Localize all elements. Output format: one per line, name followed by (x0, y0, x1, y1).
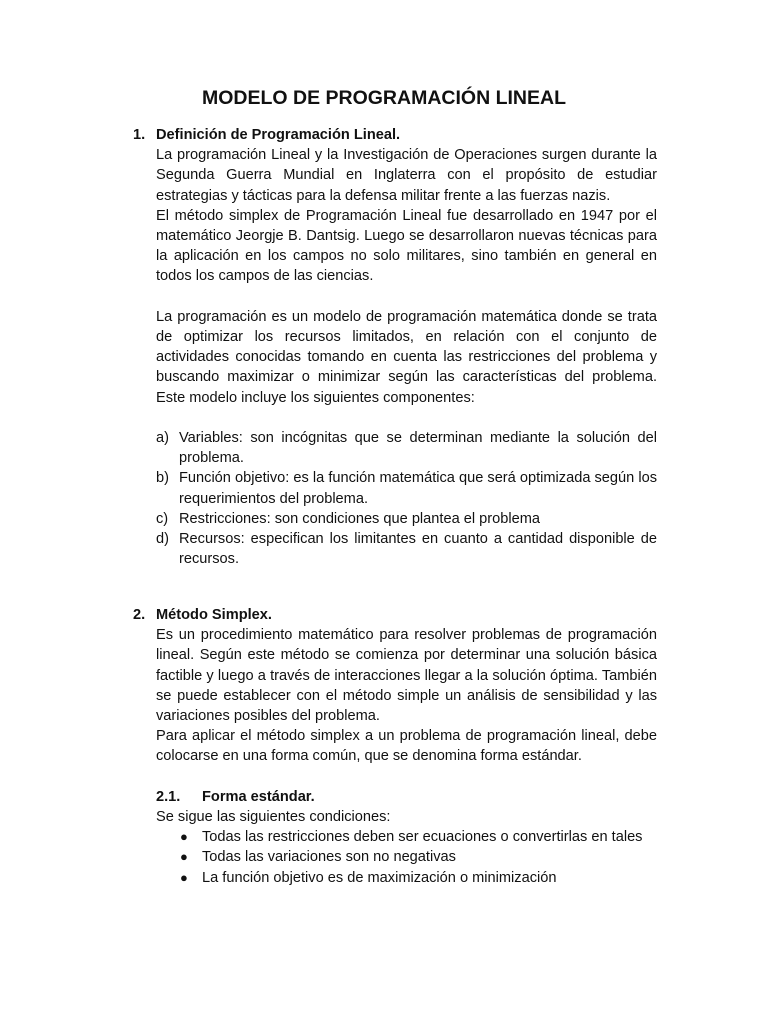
section-2-number: 2. (133, 607, 146, 623)
subsection-number: 2.1. (156, 788, 181, 805)
list-item (156, 468, 657, 508)
list-item (156, 428, 657, 468)
bullet-item (156, 847, 657, 867)
list-item (156, 509, 657, 529)
document-title: MODELO DE PROGRAMACIÓN LINEAL (202, 87, 566, 109)
bullet-icon: ● (180, 869, 188, 885)
section-1-paragraph: El método simplex de Programación Lineal fue desarrollado en 1947 por el matemático Jeorgje B. Dantsig. Luego se desarrollaron nuevas técnicas para la aplicación en los campos no solo militares, sino también en general en todos los campos de las ciencias. (156, 207, 657, 285)
subsection-intro: Se sigue las siguientes condiciones: (156, 809, 391, 826)
bullet-item (156, 868, 657, 888)
bullet-item (156, 827, 657, 847)
bullet-icon: ● (180, 829, 188, 845)
bullet-icon: ● (180, 849, 188, 865)
section-2-paragraph: Es un procedimiento matemático para resolver problemas de programación lineal. Según este método se comienza por determinar una solución básica factible y luego a través de interacciones llegar a la solución óptima. También se puede establecer con el método simple un análisis de sensibilidad y las variaciones posibles del problema. (156, 627, 657, 725)
bullet-text: La función objetivo es de maximización o minimización (202, 869, 557, 886)
section-1-heading: Definición de Programación Lineal. (156, 127, 401, 143)
list-item (156, 529, 657, 569)
list-marker: d) (156, 531, 169, 548)
section-2-heading: Método Simplex. (156, 607, 272, 623)
section-1 (156, 125, 657, 569)
blank-line (156, 287, 657, 307)
list-marker: c) (156, 510, 169, 527)
list-marker: a) (156, 430, 169, 447)
subsection-heading (156, 787, 657, 807)
bullet-text: Todas las restricciones deben ser ecuaciones o convertirlas en tales (202, 829, 643, 846)
section-1-paragraph: La programación Lineal y la Investigación de Operaciones surgen durante la Segunda Guerra Mundial en Inglaterra con el propósito de estudiar estrategias y tácticas para la defensa militar frente a las fuerzas nazis. (156, 147, 657, 204)
section-2 (156, 605, 657, 888)
section-1-paragraph: La programación es un modelo de programación matemática donde se trata de optimizar los recursos limitados, en relación con el conjunto de actividades conocidas tomando en cuenta las restricciones del problema y buscando maximizar o minimizar según las características del problema. Este modelo incluye los siguientes componentes: (156, 308, 657, 406)
list-marker: b) (156, 470, 169, 487)
list-item-text: Restricciones: son condiciones que plantea el problema (179, 510, 541, 527)
list-item-text: Variables: son incógnitas que se determinan mediante la solución del problema. (179, 430, 657, 467)
section-2-paragraph: Para aplicar el método simplex a un problema de programación lineal, debe colocarse en una forma común, que se denomina forma estándar. (156, 728, 657, 765)
subsection-title: Forma estándar. (202, 788, 315, 805)
bullet-text: Todas las variaciones son no negativas (202, 849, 456, 866)
blank-line (156, 767, 657, 787)
list-item-text: Recursos: especifican los limitantes en cuanto a cantidad disponible de recursos. (179, 531, 657, 568)
list-item-text: Función objetivo: es la función matemática que será optimizada según los requerimientos del problema. (179, 470, 657, 507)
blank-line (156, 408, 657, 428)
section-1-number: 1. (133, 127, 146, 143)
